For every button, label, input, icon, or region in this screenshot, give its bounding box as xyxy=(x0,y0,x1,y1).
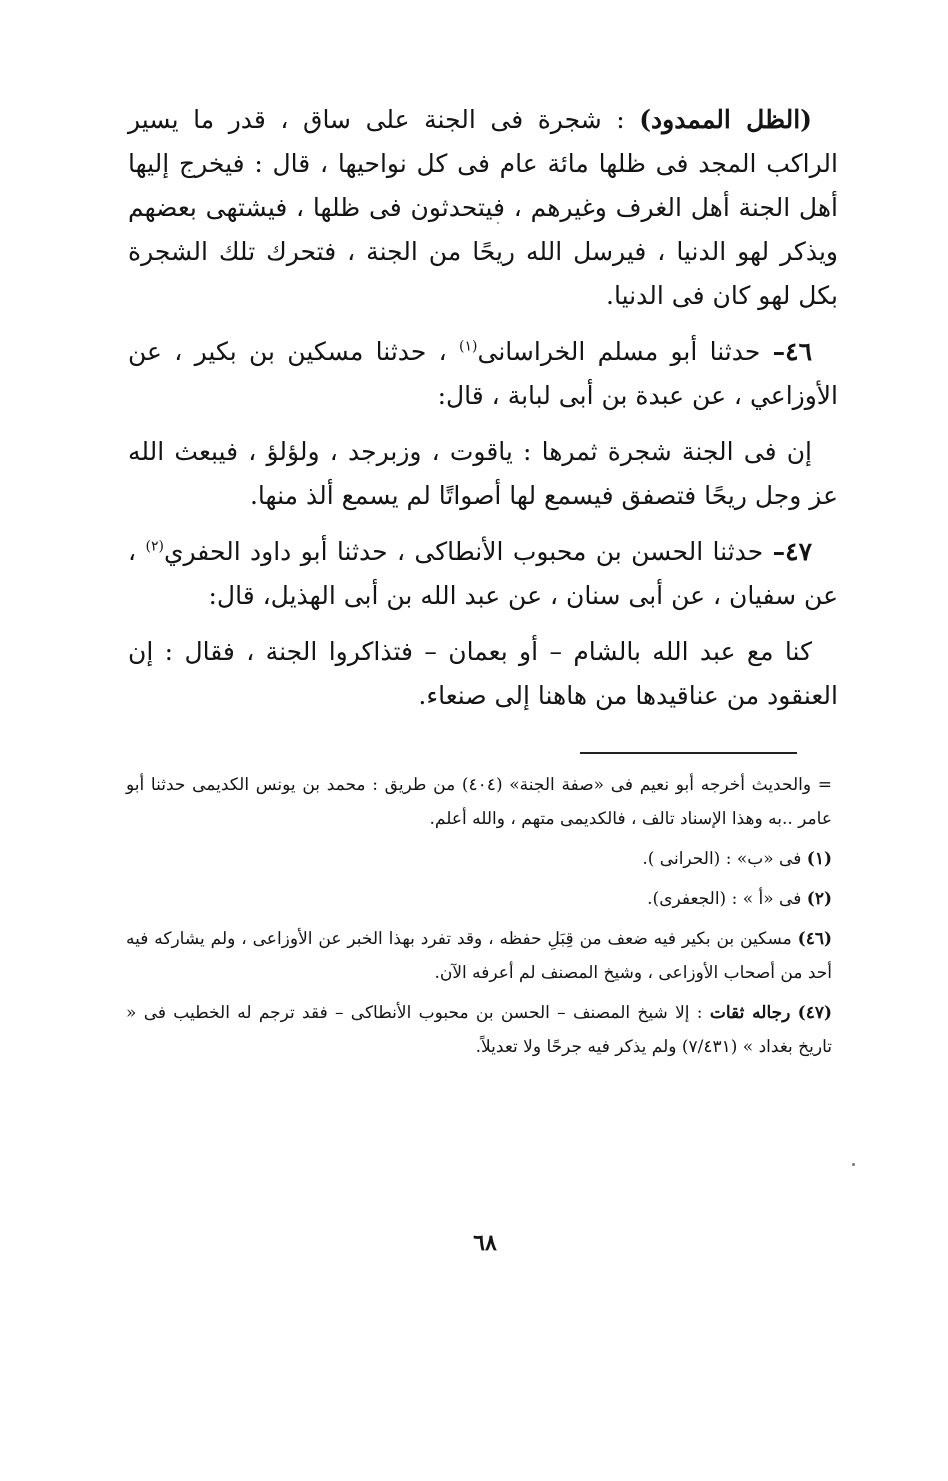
footnote-continued-text: = والحديث أخرجه أبو نعيم فى «صفة الجنة» (٤٠٤) من طريق : محمد بن يونس الكديمى حدثنا أبو عامر ..به وهذا الإسناد تالف ، فالكديمى متهم ، والله أعلم. xyxy=(126,775,832,829)
footnote-46-text: مسكين بن بكير فيه ضعف من قِبَلِ حفظه ، وقد تفرد بهذا الخبر عن الأوزاعى ، ولم يشاركه فيه أحد من أصحاب الأوزاعى ، وشيخ المصنف لم أعرفه الآن. xyxy=(126,929,832,983)
hadith-47-chain-b: ، عن سفيان ، عن أبى سنان ، عن عبد الله بن أبى الهذيل، قال: xyxy=(128,537,838,610)
footnote-46 xyxy=(126,922,832,990)
footnote-1 xyxy=(126,842,832,876)
footnote-46-number: (٤٦) xyxy=(797,929,833,949)
footnote-2 xyxy=(126,882,832,916)
hadith-number-47: ٤٧– xyxy=(772,537,812,566)
hadith-47-body: كنا مع عبد الله بالشام – أو بعمان – فتذاكروا الجنة ، فقال : إن العنقود من عناقيدها من هاهنا إلى صنعاء. xyxy=(128,637,838,710)
hadith-46-body: إن فى الجنة شجرة ثمرها : ياقوت ، وزبرجد ، ولؤلؤ ، فيبعث الله عز وجل ريحًا فتصفق فيسمع لها أصواتًا لم يسمع ألذ منها. xyxy=(128,437,838,510)
scan-speck xyxy=(852,1163,855,1166)
page-number: ٦٨ xyxy=(473,1230,497,1256)
footnote-ref-1: (١) xyxy=(459,338,478,355)
footnote-1-text: فى «ب» : (الحرانى ). xyxy=(642,849,802,869)
hadith-46-chain-b: ، حدثنا مسكين بن بكير ، عن الأوزاعي ، عن عبدة بن أبى لبابة ، قال: xyxy=(128,337,838,410)
paragraph-1-text: : شجرة فى الجنة على ساق ، قدر ما يسير الراكب المجد فى ظلها مائة عام فى كل نواحيها ، قال : فيخرج إليها أهل الجنة أهل الغرف وغيرهم ، فيتحدثون فى ظلها ، فيشتهى بعضهم ويذكر لهو الدنيا ، فيرسل الله ريحًا من الجنة ، فتحرك تلك الشجرة بكل لهو كان فى الدنيا. xyxy=(128,105,838,310)
footnotes xyxy=(126,768,832,1070)
footnote-divider xyxy=(580,752,797,754)
footnote-1-number: (١) xyxy=(806,849,832,869)
footnote-47 xyxy=(126,996,832,1064)
footnote-2-number: (٢) xyxy=(806,889,832,909)
hadith-46 xyxy=(128,330,838,418)
footnote-47-lead: رجاله ثقات xyxy=(709,1003,791,1023)
footnote-continued xyxy=(126,768,832,836)
hadith-46-chain-a: حدثنا أبو مسلم الخراسانى xyxy=(477,337,761,366)
footnote-2-text: فى «أ » : (الجعفرى). xyxy=(647,889,802,909)
footnote-47-text: : إلا شيخ المصنف – الحسن بن محبوب الأنطاكى – فقد ترجم له الخطيب فى « تاريخ بغداد » (٧/٤٣١) ولم يذكر فيه جرحًا ولا تعديلاً. xyxy=(126,1003,832,1057)
footnote-ref-2: (٢) xyxy=(145,538,164,555)
hadith-47 xyxy=(128,530,838,618)
hadith-47-chain-a: حدثنا الحسن بن محبوب الأنطاكى ، حدثنا أبو داود الحفري xyxy=(163,537,764,566)
footnote-47-number: (٤٧) xyxy=(797,1003,832,1023)
term-heading: (الظل الممدود) xyxy=(639,105,812,134)
main-text xyxy=(128,98,838,730)
hadith-47-text xyxy=(128,630,838,718)
paragraph-1 xyxy=(128,98,838,318)
scan-speck xyxy=(497,222,499,224)
hadith-46-text xyxy=(128,430,838,518)
hadith-number-46: ٤٦– xyxy=(772,337,813,366)
